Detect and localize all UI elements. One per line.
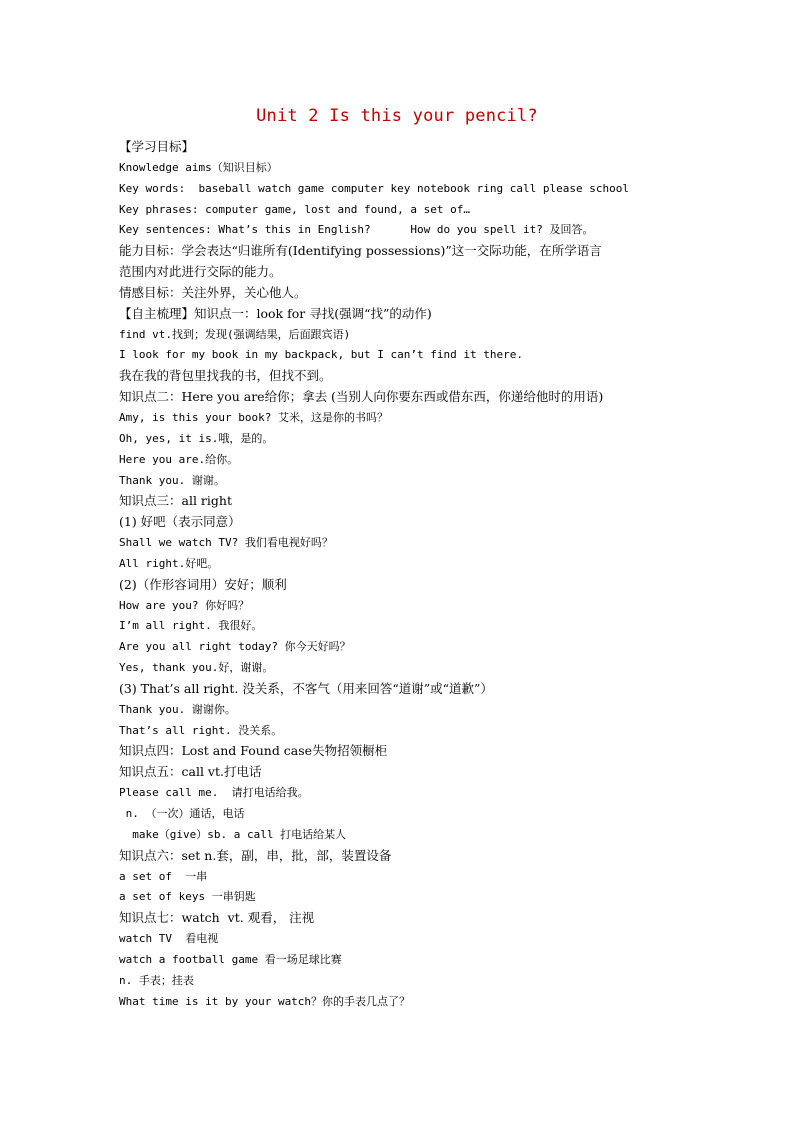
text-line: (1) 好吧（表示同意）	[119, 514, 241, 530]
text-line: Key words: baseball watch game computer key notebook ring call please school	[119, 181, 629, 195]
text-line: Key phrases: computer game, lost and found, a set of…	[119, 202, 470, 216]
text-line: find vt.找到；发现(强调结果，后面跟宾语)	[119, 327, 351, 341]
text-line: make（give）sb. a call 打电话给某人	[119, 827, 347, 841]
text-line: watch TV 看电视	[119, 932, 219, 946]
text-line: How are you? 你好吗？	[119, 598, 250, 612]
text-line: I’m all right. 我很好。	[119, 619, 263, 633]
text-line: 【学习目标】	[119, 139, 195, 154]
text-line: 知识点四：Lost and Found case失物招领橱柜	[119, 743, 388, 759]
text-line: watch a football game 看一场足球比赛	[119, 952, 342, 966]
text-line: n. 手表；挂表	[119, 973, 194, 987]
text-line: 范围内对此进行交际的能力。	[119, 264, 282, 280]
text-line: a set of 一串	[119, 869, 208, 883]
text-line: 知识点七：watch vt. 观看， 注视	[119, 910, 315, 926]
text-line: All right.好吧。	[119, 556, 219, 570]
text-line: 知识点六：set n.套，副，串，批，部，装置设备	[119, 847, 392, 863]
text-line: 知识点三：all right	[119, 493, 232, 509]
text-line: 知识点二：Here you are给你；拿去 (当别人向你要东西或借东西，你递给他时的用语)	[119, 389, 604, 405]
text-line: What time is it by your watch？你的手表几点了？	[119, 994, 411, 1008]
text-line: 能力目标：学会表达“归谁所有(Identifying possessions)”这一交际功能，在所学语言	[119, 243, 602, 259]
text-line: Here you are.给你。	[119, 452, 239, 466]
text-line: That’s all right. 没关系。	[119, 723, 283, 737]
text-line: 知识点五：call vt.打电话	[119, 764, 262, 780]
text-line: Knowledge aims（知识目标）	[119, 160, 278, 174]
text-line: I look for my book in my backpack, but I can’t find it there.	[119, 348, 523, 362]
text-line: Amy, is this your book? 艾米，这是你的书吗？	[119, 410, 388, 424]
text-line: n. （一次）通话，电话	[119, 807, 245, 820]
text-line: 【自主梳理】知识点一：look for 寻找(强调“找”的动作)	[119, 305, 432, 321]
text-line: Oh, yes, it is.哦，是的。	[119, 431, 274, 445]
document-body	[119, 137, 719, 1012]
text-line: Please call me. 请打电话给我。	[119, 786, 309, 800]
text-line: (3) That’s all right. 没关系，不客气（用来回答“道谢”或“道歉”）	[119, 680, 493, 696]
text-line: (2)（作形容词用）安好；顺利	[119, 576, 287, 592]
text-line: Thank you. 谢谢。	[119, 473, 225, 487]
text-line: a set of keys 一串钥匙	[119, 890, 256, 904]
document-title: Unit 2 Is this your pencil?	[256, 106, 538, 126]
text-line: Shall we watch TV? 我们看电视好吗？	[119, 536, 333, 550]
text-line: Thank you. 谢谢你。	[119, 702, 236, 716]
text-line: Are you all right today? 你今天好吗？	[119, 640, 351, 654]
text-line: 我在我的背包里找我的书，但找不到。	[119, 368, 332, 384]
text-line: Key sentences: What’s this in English? How do you spell it? 及回答。	[119, 223, 594, 237]
text-line: Yes, thank you.好，谢谢。	[119, 661, 274, 675]
text-line: 情感目标：关注外界，关心他人。	[119, 284, 307, 300]
